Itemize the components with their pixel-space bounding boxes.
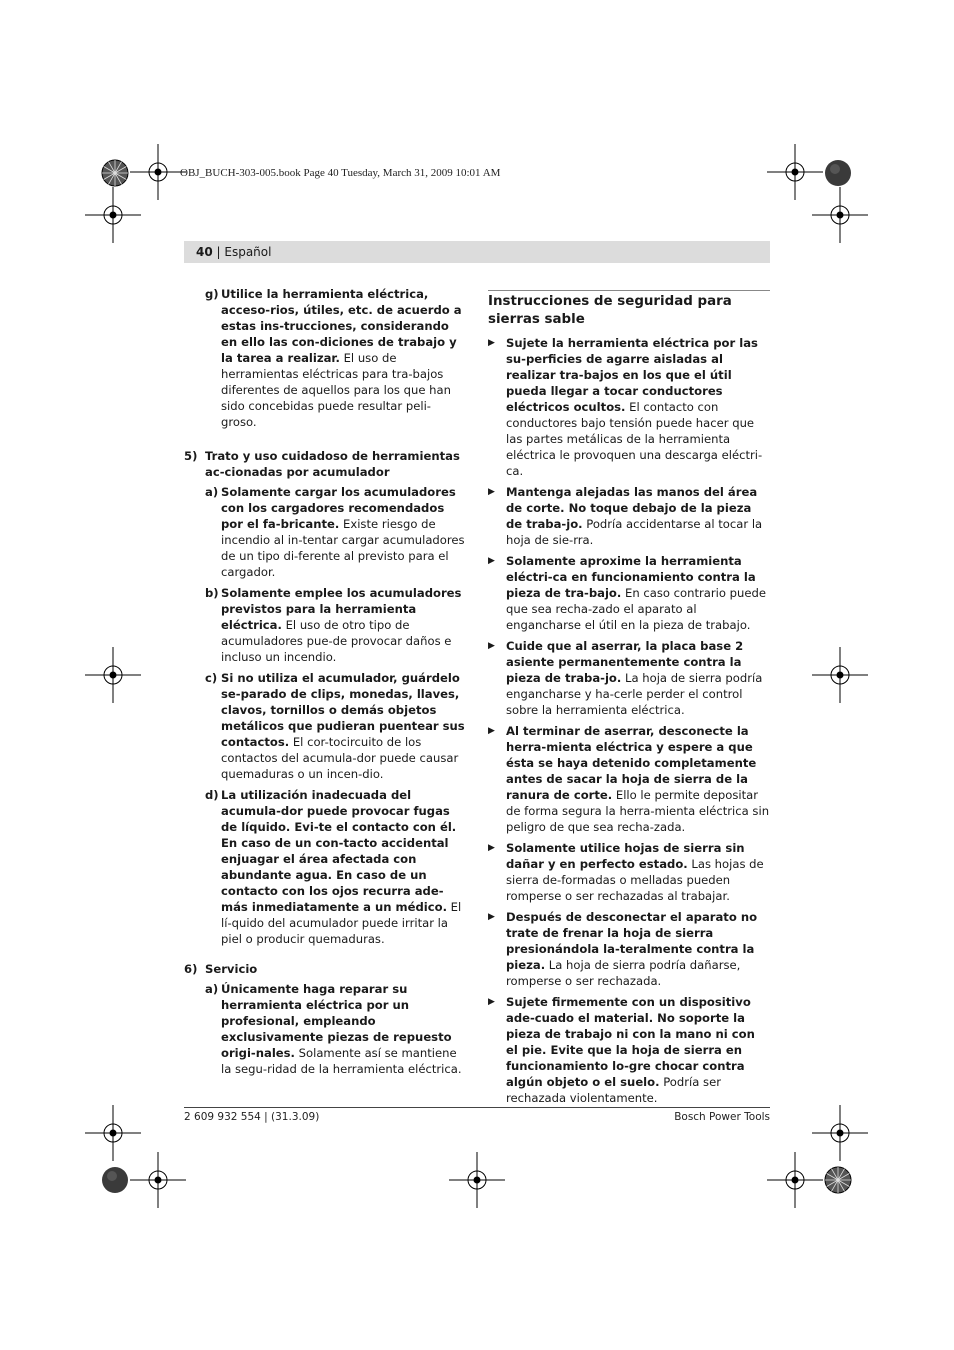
section-heading: Instrucciones de seguridad para sierras sable bbox=[488, 290, 770, 329]
crosshair-icon bbox=[812, 647, 868, 703]
crosshair-icon bbox=[767, 144, 823, 200]
bullet-bold-text: Sujete la herramienta eléctrica por las su-perficies de agarre aisladas al realizar tra-bajos en los que el útil pueda llegar a tocar conductores eléctricos ocultos. bbox=[506, 336, 758, 414]
bullet-item bbox=[488, 840, 770, 904]
crosshair-icon bbox=[449, 1152, 505, 1208]
bullet-bold-text: Sujete firmemente con un dispositivo ade-cuado el material. No soporte la pieza de trabajo ni con la mano ni con el pie. Evite que la hoja de sierra en funcionamiento lo-gre chocar contra algún objeto o el suelo. bbox=[506, 995, 755, 1089]
page-number: 40 bbox=[196, 245, 213, 259]
bullet-item bbox=[488, 484, 770, 548]
list-item bbox=[205, 585, 466, 665]
header-section: Español bbox=[224, 245, 272, 259]
bullet-text: Podría ser rechazada violentamente. bbox=[506, 1075, 721, 1105]
section-label: 6) bbox=[184, 962, 198, 976]
color-wheel-icon bbox=[102, 160, 128, 186]
right-column bbox=[488, 290, 770, 1111]
bullet-bold-text: Después de desconectar el aparato no trate de frenar la hoja de sierra presionándola la-teralmente contra la pieza. bbox=[506, 910, 758, 972]
item-text: El cor-tocircuito de los contactos del acumula-dor puede causar quemaduras o un incen-dio. bbox=[221, 735, 459, 781]
bullet-bold-text: Al terminar de aserrar, desconecte la herra-mienta eléctrica y espere a que ésta se haya detenido completamente antes de sacar la hoja de sierra de la ranura de corte. bbox=[506, 724, 757, 802]
list-item bbox=[184, 286, 466, 430]
item-bold-text: Solamente cargar los acumuladores con los cargadores recomendados por el fa-bricante. bbox=[221, 485, 456, 531]
item-label: d) bbox=[205, 788, 219, 802]
bullet-text: Podría accidentarse al tocar la hoja de sie-rra. bbox=[506, 517, 763, 547]
bullet-bold-text: Cuide que al aserrar, la placa base 2 asiente permanentemente contra la pieza de traba-jo. bbox=[506, 639, 744, 685]
bullet-arrow-icon: ▶ bbox=[488, 726, 495, 736]
print-slug: OBJ_BUCH-303-005.book Page 40 Tuesday, March 31, 2009 10:01 AM bbox=[180, 167, 501, 179]
bullet-item bbox=[488, 553, 770, 633]
crosshair-icon bbox=[767, 1152, 823, 1208]
crosshair-icon bbox=[85, 187, 141, 243]
footer-brand: Bosch Power Tools bbox=[674, 1111, 770, 1123]
item-label: b) bbox=[205, 586, 219, 600]
bullet-arrow-icon: ▶ bbox=[488, 912, 495, 922]
footer-doc-number: 2 609 932 554 | (31.3.09) bbox=[184, 1111, 320, 1123]
list-item bbox=[205, 981, 466, 1077]
section-title: Trato y uso cuidadoso de herramientas ac-cionadas por acumulador bbox=[205, 449, 460, 479]
list-item bbox=[205, 670, 466, 782]
section-label: 5) bbox=[184, 449, 198, 463]
crosshair-icon bbox=[812, 187, 868, 243]
item-bold-text: Solamente emplee los acumuladores previstos para la herramienta eléctrica. bbox=[221, 586, 462, 632]
bullet-arrow-icon: ▶ bbox=[488, 338, 495, 348]
bullet-item bbox=[488, 723, 770, 835]
list-item bbox=[205, 787, 466, 947]
item-text: Solamente así se mantiene la segu-ridad de la herramienta eléctrica. bbox=[221, 1046, 462, 1076]
item-text: El uso de herramientas eléctricas para tra-bajos diferentes de aquellos para los que han sido concebidas puede resultar peli-groso. bbox=[221, 351, 451, 429]
bullet-bold-text: Mantenga alejadas las manos del área de corte. No toque debajo de la pieza de traba-jo. bbox=[506, 485, 758, 531]
bullet-text: En caso contrario puede que sea recha-zado el aparato al engancharse el útil en la pieza de trabajo. bbox=[506, 586, 766, 632]
footer-divider bbox=[184, 1107, 770, 1108]
bullet-item bbox=[488, 335, 770, 479]
color-wheel-icon bbox=[825, 1167, 851, 1193]
item-bold-text: La utilización inadecuada del acumula-dor puede provocar fugas de líquido. Evi-te el contacto con él. En caso de un con-tacto accidental enjuagar el área afectada con abundante agua. En caso de un contacto con los ojos recurra ade-más inmediatamente a un médico. bbox=[221, 788, 457, 914]
bullet-arrow-icon: ▶ bbox=[488, 843, 495, 853]
section-5 bbox=[184, 448, 466, 947]
header-separator: | bbox=[212, 245, 225, 259]
bullet-bold-text: Solamente aproxime la herramienta eléctri-ca en funcionamiento contra la pieza de tra-bajo. bbox=[506, 554, 756, 600]
section-title: Servicio bbox=[205, 962, 258, 976]
left-column bbox=[184, 286, 466, 1082]
bullet-text: Ello le permite depositar de forma segura la herra-mienta eléctrica sin peligro de que sea recha-zada. bbox=[506, 788, 770, 834]
color-patch-icon bbox=[102, 1167, 128, 1193]
crosshair-icon bbox=[130, 144, 186, 200]
item-label: a) bbox=[205, 485, 219, 499]
bullet-arrow-icon: ▶ bbox=[488, 556, 495, 566]
list-item bbox=[205, 484, 466, 580]
crosshair-icon bbox=[812, 1105, 868, 1161]
section-6 bbox=[184, 961, 466, 1077]
item-label: a) bbox=[205, 982, 219, 996]
item-text: Existe riesgo de incendio al in-tentar cargar acumuladores de un tipo di-ferente al previsto para el cargador. bbox=[221, 517, 465, 579]
item-text: El lí-quido del acumulador puede irritar la piel o producir quemaduras. bbox=[221, 900, 462, 946]
crosshair-icon bbox=[130, 1152, 186, 1208]
crosshair-icon bbox=[85, 647, 141, 703]
bullet-item bbox=[488, 638, 770, 718]
bullet-bold-text: Solamente utilice hojas de sierra sin dañar y en perfecto estado. bbox=[506, 841, 745, 871]
item-bold-text: Únicamente haga reparar su herramienta eléctrica por un profesional, empleando exclusivamente piezas de repuesto origi-nales. bbox=[221, 982, 452, 1060]
item-bold-text: Si no utiliza el acumulador, guárdelo se-parado de clips, monedas, llaves, clavos, tornillos o demás objetos metálicos que pudieran puentear sus contactos. bbox=[221, 671, 465, 749]
bullet-text: La hoja de sierra podría dañarse, romperse o ser rechazada. bbox=[506, 958, 741, 988]
bullet-item bbox=[488, 994, 770, 1106]
bullet-arrow-icon: ▶ bbox=[488, 997, 495, 1007]
bullet-text: La hoja de sierra podría engancharse y ha-cerle perder el control sobre la herramienta eléctrica. bbox=[506, 671, 763, 717]
bullet-text: Las hojas de sierra de-formadas o melladas pueden romperse o ser rechazadas al trabajar. bbox=[506, 857, 764, 903]
item-label: c) bbox=[205, 671, 218, 685]
page-header bbox=[184, 241, 770, 263]
bullet-text: El contacto con conductores bajo tensión puede hacer que las partes metálicas de la herramienta eléctrica le provoquen una descarga eléctri-ca. bbox=[506, 400, 763, 478]
item-bold-text: Utilice la herramienta eléctrica, acceso-rios, útiles, etc. de acuerdo a estas ins-trucciones, considerando en ello las con-diciones de trabajo y la tarea a realizar. bbox=[221, 287, 462, 365]
bullet-arrow-icon: ▶ bbox=[488, 487, 495, 497]
bullet-arrow-icon: ▶ bbox=[488, 641, 495, 651]
crosshair-icon bbox=[85, 1105, 141, 1161]
item-text: El uso de otro tipo de acumuladores pue-de provocar daños e incluso un incendio. bbox=[221, 618, 452, 664]
color-patch-icon bbox=[825, 160, 851, 186]
item-label: g) bbox=[205, 287, 219, 301]
bullet-item bbox=[488, 909, 770, 989]
